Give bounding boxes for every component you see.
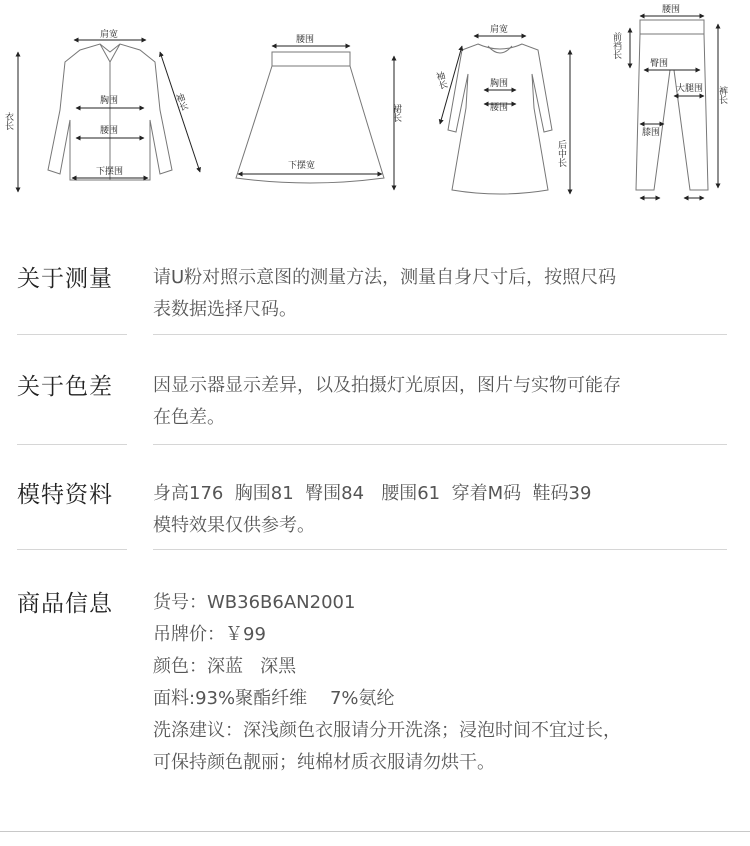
skirt-hem-label: 下摆宽	[288, 161, 316, 171]
text-line: 在色差。	[153, 407, 225, 428]
dress-chest-label: 胸围	[490, 79, 509, 89]
section-title: 模特资料	[17, 482, 113, 508]
text-line: 身高176 胸围81 臀围84 腰围61 穿着M码 鞋码39	[153, 483, 592, 504]
text-line: 因显示器显示差异，以及拍摄灯光原因，图片与实物可能存	[153, 375, 621, 396]
divider	[153, 549, 727, 550]
divider	[153, 444, 727, 445]
text-line: 模特效果仅供参考。	[153, 515, 315, 536]
shirt-diagram	[48, 44, 172, 180]
text-line: 可保持颜色靓丽；纯棉材质衣服请勿烘干。	[153, 752, 495, 773]
pants-thigh-label: 大腿围	[676, 84, 704, 94]
text-line: 面料:93%聚酯纤维 7%氨纶	[153, 688, 395, 709]
section-text	[153, 478, 733, 542]
dress-diagram	[448, 44, 552, 194]
shirt-hem-label: 下摆围	[96, 167, 124, 177]
section-title: 关于测量	[17, 266, 113, 292]
skirt-waist-label: 腰围	[296, 35, 315, 45]
shirt-length-label: 衣长	[3, 112, 13, 130]
section-text	[153, 587, 733, 779]
pants-diagram	[636, 20, 708, 190]
diagram-canvas	[0, 0, 750, 215]
text-line: 吊牌价：￥99	[153, 624, 266, 645]
divider	[17, 549, 127, 550]
divider	[153, 334, 727, 335]
text-line: 表数据选择尺码。	[153, 299, 297, 320]
shirt-waist-label: 腰围	[100, 126, 119, 136]
section-title: 关于色差	[17, 374, 113, 400]
section-title: 商品信息	[17, 591, 113, 617]
shirt-chest-label: 胸围	[100, 96, 119, 106]
section-text	[153, 370, 733, 434]
section-text	[153, 262, 733, 326]
text-line: 洗涤建议：深浅颜色衣服请分开洗涤；浸泡时间不宜过长，	[153, 720, 621, 741]
dress-sleeve-label: 袖长	[433, 70, 448, 91]
shirt-sleeve-label: 袖长	[172, 92, 189, 113]
text-line: 请U粉对照示意图的测量方法，测量自身尺寸后，按照尺码	[153, 267, 617, 288]
divider	[17, 334, 127, 335]
dress-waist-label: 腰围	[490, 103, 509, 113]
bottom-divider	[0, 831, 750, 832]
pants-rise-label: 前裆长	[611, 32, 621, 59]
divider	[17, 444, 127, 445]
skirt-length-label: 裙长	[391, 104, 401, 122]
size-diagrams	[0, 0, 750, 215]
pants-waist-label: 腰围	[662, 5, 681, 15]
shirt-shoulder-label: 肩宽	[100, 30, 119, 40]
pants-knee-label: 膝围	[642, 128, 661, 138]
text-line: 颜色：深蓝 深黑	[153, 656, 297, 677]
dress-back-length-label: 后中长	[556, 140, 566, 167]
dress-shoulder-label: 肩宽	[490, 25, 509, 35]
text-line: 货号：WB36B6AN2001	[153, 592, 356, 613]
pants-hip-label: 臀围	[650, 59, 669, 69]
pants-length-label: 裤长	[717, 86, 727, 104]
